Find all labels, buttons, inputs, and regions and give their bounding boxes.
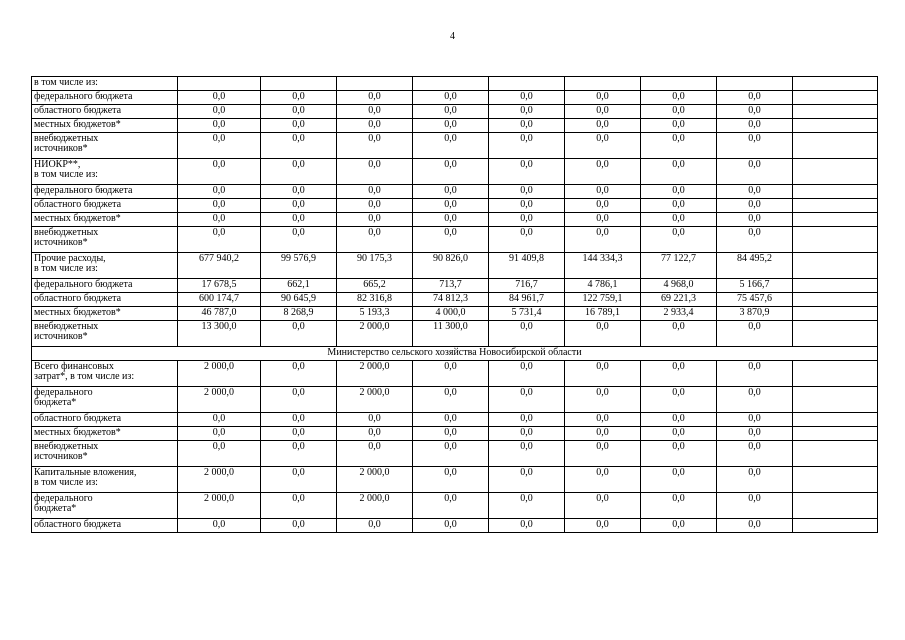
value-cell: 0,0 [178, 91, 261, 105]
value-cell: 0,0 [413, 185, 489, 199]
row-label: Прочие расходы, в том числе из: [32, 253, 178, 279]
table-row [32, 77, 878, 91]
table-row [32, 279, 878, 293]
table-row [32, 467, 878, 493]
value-cell [565, 77, 641, 91]
value-cell: 0,0 [413, 159, 489, 185]
value-cell: 0,0 [261, 119, 337, 133]
table-body [32, 77, 878, 533]
value-cell: 0,0 [489, 105, 565, 119]
value-cell: 77 122,7 [641, 253, 717, 279]
value-cell: 0,0 [641, 321, 717, 347]
value-cell: 0,0 [413, 427, 489, 441]
empty-cell [793, 413, 878, 427]
value-cell: 0,0 [261, 91, 337, 105]
value-cell [641, 77, 717, 91]
value-cell: 0,0 [413, 119, 489, 133]
value-cell: 11 300,0 [413, 321, 489, 347]
value-cell: 3 870,9 [717, 307, 793, 321]
value-cell: 0,0 [641, 227, 717, 253]
row-label: местных бюджетов* [32, 119, 178, 133]
value-cell: 0,0 [717, 185, 793, 199]
value-cell [178, 77, 261, 91]
value-cell: 0,0 [261, 213, 337, 227]
value-cell: 0,0 [337, 441, 413, 467]
value-cell: 91 409,8 [489, 253, 565, 279]
value-cell: 0,0 [337, 427, 413, 441]
value-cell: 0,0 [489, 467, 565, 493]
value-cell: 90 826,0 [413, 253, 489, 279]
row-label: областного бюджета [32, 293, 178, 307]
value-cell: 2 933,4 [641, 307, 717, 321]
value-cell: 0,0 [641, 467, 717, 493]
table-row [32, 159, 878, 185]
table-row [32, 387, 878, 413]
value-cell: 0,0 [489, 361, 565, 387]
value-cell: 2 000,0 [178, 361, 261, 387]
value-cell: 82 316,8 [337, 293, 413, 307]
value-cell: 0,0 [565, 321, 641, 347]
table-row [32, 199, 878, 213]
value-cell: 0,0 [413, 467, 489, 493]
value-cell: 0,0 [178, 159, 261, 185]
row-label: внебюджетных источников* [32, 321, 178, 347]
value-cell: 0,0 [717, 119, 793, 133]
value-cell: 0,0 [178, 105, 261, 119]
empty-cell [793, 253, 878, 279]
value-cell: 0,0 [641, 441, 717, 467]
value-cell: 0,0 [413, 361, 489, 387]
page-number: 4 [450, 31, 455, 42]
value-cell: 0,0 [641, 213, 717, 227]
value-cell: 0,0 [641, 493, 717, 519]
value-cell [717, 77, 793, 91]
value-cell: 0,0 [178, 199, 261, 213]
value-cell: 662,1 [261, 279, 337, 293]
value-cell: 17 678,5 [178, 279, 261, 293]
value-cell: 0,0 [717, 199, 793, 213]
value-cell: 16 789,1 [565, 307, 641, 321]
value-cell: 0,0 [565, 227, 641, 253]
value-cell: 0,0 [261, 227, 337, 253]
empty-cell [793, 427, 878, 441]
value-cell: 2 000,0 [178, 493, 261, 519]
table-row [32, 321, 878, 347]
value-cell: 5 193,3 [337, 307, 413, 321]
empty-cell [793, 133, 878, 159]
value-cell: 0,0 [717, 361, 793, 387]
value-cell: 0,0 [413, 213, 489, 227]
value-cell: 0,0 [337, 519, 413, 533]
value-cell: 2 000,0 [337, 467, 413, 493]
value-cell: 0,0 [489, 413, 565, 427]
table-row [32, 133, 878, 159]
value-cell: 0,0 [717, 493, 793, 519]
value-cell: 0,0 [489, 441, 565, 467]
empty-cell [793, 307, 878, 321]
value-cell: 0,0 [178, 185, 261, 199]
value-cell: 75 457,6 [717, 293, 793, 307]
table-row [32, 119, 878, 133]
row-label: местных бюджетов* [32, 213, 178, 227]
value-cell: 0,0 [641, 427, 717, 441]
empty-cell [793, 77, 878, 91]
row-label: федерального бюджета* [32, 493, 178, 519]
value-cell: 0,0 [717, 213, 793, 227]
value-cell: 90 175,3 [337, 253, 413, 279]
value-cell: 0,0 [337, 105, 413, 119]
value-cell: 4 968,0 [641, 279, 717, 293]
value-cell: 0,0 [413, 413, 489, 427]
value-cell: 0,0 [337, 199, 413, 213]
table-row [32, 307, 878, 321]
value-cell: 0,0 [489, 133, 565, 159]
value-cell: 46 787,0 [178, 307, 261, 321]
row-label: местных бюджетов* [32, 427, 178, 441]
value-cell: 713,7 [413, 279, 489, 293]
row-label: федерального бюджета [32, 279, 178, 293]
empty-cell [793, 493, 878, 519]
value-cell: 5 731,4 [489, 307, 565, 321]
value-cell: 0,0 [489, 519, 565, 533]
value-cell: 0,0 [489, 213, 565, 227]
value-cell: 0,0 [717, 227, 793, 253]
section-header-row [32, 347, 878, 361]
value-cell: 0,0 [641, 413, 717, 427]
value-cell: 0,0 [641, 387, 717, 413]
budget-table [31, 76, 878, 533]
value-cell: 0,0 [717, 321, 793, 347]
empty-cell [793, 91, 878, 105]
row-label: внебюджетных источников* [32, 133, 178, 159]
row-label: областного бюджета [32, 413, 178, 427]
value-cell: 2 000,0 [178, 387, 261, 413]
empty-cell [793, 321, 878, 347]
empty-cell [793, 213, 878, 227]
value-cell: 0,0 [489, 119, 565, 133]
value-cell: 0,0 [178, 441, 261, 467]
empty-cell [793, 519, 878, 533]
value-cell: 0,0 [337, 213, 413, 227]
value-cell: 0,0 [489, 199, 565, 213]
value-cell: 0,0 [413, 387, 489, 413]
value-cell: 2 000,0 [337, 321, 413, 347]
empty-cell [793, 119, 878, 133]
row-label: в том числе из: [32, 77, 178, 91]
value-cell: 0,0 [641, 361, 717, 387]
value-cell: 0,0 [565, 133, 641, 159]
value-cell: 0,0 [565, 441, 641, 467]
value-cell: 0,0 [565, 467, 641, 493]
table-row [32, 227, 878, 253]
value-cell: 0,0 [641, 199, 717, 213]
row-label: федерального бюджета* [32, 387, 178, 413]
empty-cell [793, 185, 878, 199]
value-cell: 0,0 [641, 185, 717, 199]
value-cell [489, 77, 565, 91]
value-cell: 665,2 [337, 279, 413, 293]
value-cell: 0,0 [565, 91, 641, 105]
value-cell: 0,0 [641, 119, 717, 133]
value-cell: 0,0 [489, 493, 565, 519]
value-cell: 5 166,7 [717, 279, 793, 293]
table-row [32, 213, 878, 227]
value-cell: 0,0 [717, 519, 793, 533]
value-cell: 4 786,1 [565, 279, 641, 293]
row-label: местных бюджетов* [32, 307, 178, 321]
value-cell: 0,0 [717, 91, 793, 105]
value-cell: 0,0 [489, 227, 565, 253]
empty-cell [793, 199, 878, 213]
value-cell: 0,0 [565, 185, 641, 199]
value-cell: 0,0 [565, 159, 641, 185]
value-cell: 0,0 [413, 519, 489, 533]
value-cell: 0,0 [337, 91, 413, 105]
value-cell: 0,0 [641, 519, 717, 533]
table-row [32, 441, 878, 467]
value-cell: 0,0 [717, 159, 793, 185]
value-cell [337, 77, 413, 91]
value-cell: 0,0 [261, 413, 337, 427]
value-cell: 0,0 [178, 519, 261, 533]
value-cell: 0,0 [178, 119, 261, 133]
value-cell: 0,0 [337, 185, 413, 199]
row-label: областного бюджета [32, 519, 178, 533]
row-label: областного бюджета [32, 199, 178, 213]
value-cell: 122 759,1 [565, 293, 641, 307]
empty-cell [793, 293, 878, 307]
value-cell: 0,0 [261, 427, 337, 441]
value-cell: 74 812,3 [413, 293, 489, 307]
value-cell: 0,0 [337, 133, 413, 159]
value-cell: 8 268,9 [261, 307, 337, 321]
empty-cell [793, 279, 878, 293]
value-cell: 0,0 [717, 133, 793, 159]
value-cell: 0,0 [565, 519, 641, 533]
table-row [32, 493, 878, 519]
value-cell: 0,0 [337, 413, 413, 427]
value-cell: 0,0 [489, 185, 565, 199]
value-cell: 0,0 [261, 199, 337, 213]
row-label: федерального бюджета [32, 185, 178, 199]
empty-cell [793, 159, 878, 185]
value-cell: 0,0 [413, 493, 489, 519]
value-cell: 677 940,2 [178, 253, 261, 279]
value-cell: 0,0 [641, 105, 717, 119]
table-row [32, 91, 878, 105]
row-label: внебюджетных источников* [32, 441, 178, 467]
value-cell: 0,0 [489, 427, 565, 441]
value-cell [413, 77, 489, 91]
value-cell: 0,0 [565, 119, 641, 133]
value-cell: 0,0 [489, 321, 565, 347]
value-cell: 0,0 [413, 227, 489, 253]
row-label: внебюджетных источников* [32, 227, 178, 253]
value-cell: 0,0 [178, 133, 261, 159]
value-cell: 0,0 [337, 227, 413, 253]
empty-cell [793, 105, 878, 119]
table-row [32, 361, 878, 387]
value-cell: 0,0 [413, 441, 489, 467]
value-cell: 2 000,0 [178, 467, 261, 493]
value-cell: 0,0 [261, 519, 337, 533]
value-cell: 0,0 [717, 427, 793, 441]
value-cell: 0,0 [261, 493, 337, 519]
value-cell: 0,0 [261, 387, 337, 413]
value-cell: 0,0 [261, 133, 337, 159]
value-cell: 0,0 [261, 467, 337, 493]
value-cell: 0,0 [261, 159, 337, 185]
value-cell: 0,0 [261, 441, 337, 467]
value-cell: 0,0 [641, 133, 717, 159]
value-cell: 0,0 [565, 105, 641, 119]
value-cell: 69 221,3 [641, 293, 717, 307]
value-cell: 0,0 [178, 427, 261, 441]
value-cell: 84 961,7 [489, 293, 565, 307]
table-row [32, 185, 878, 199]
table-row [32, 105, 878, 119]
section-title: Министерство сельского хозяйства Новосибирской области [32, 347, 878, 361]
value-cell: 0,0 [178, 227, 261, 253]
value-cell: 0,0 [337, 119, 413, 133]
value-cell: 0,0 [565, 427, 641, 441]
row-label: НИОКР**, в том числе из: [32, 159, 178, 185]
value-cell: 0,0 [565, 387, 641, 413]
value-cell: 0,0 [641, 91, 717, 105]
value-cell: 2 000,0 [337, 493, 413, 519]
empty-cell [793, 361, 878, 387]
table-row [32, 253, 878, 279]
value-cell: 600 174,7 [178, 293, 261, 307]
value-cell: 0,0 [717, 105, 793, 119]
empty-cell [793, 441, 878, 467]
value-cell: 0,0 [261, 105, 337, 119]
value-cell: 0,0 [565, 213, 641, 227]
value-cell: 99 576,9 [261, 253, 337, 279]
value-cell: 144 334,3 [565, 253, 641, 279]
value-cell: 0,0 [261, 185, 337, 199]
table-row [32, 293, 878, 307]
table-row [32, 427, 878, 441]
value-cell: 0,0 [641, 159, 717, 185]
row-label: Всего финансовых затрат*, в том числе из: [32, 361, 178, 387]
value-cell: 0,0 [565, 361, 641, 387]
value-cell: 0,0 [261, 361, 337, 387]
row-label: областного бюджета [32, 105, 178, 119]
value-cell: 0,0 [413, 133, 489, 159]
empty-cell [793, 467, 878, 493]
value-cell: 0,0 [565, 413, 641, 427]
value-cell: 0,0 [489, 387, 565, 413]
value-cell: 0,0 [489, 91, 565, 105]
value-cell: 0,0 [413, 199, 489, 213]
value-cell: 2 000,0 [337, 387, 413, 413]
value-cell: 0,0 [337, 159, 413, 185]
value-cell: 0,0 [717, 413, 793, 427]
table-row [32, 519, 878, 533]
value-cell: 0,0 [178, 213, 261, 227]
value-cell: 0,0 [413, 91, 489, 105]
value-cell: 716,7 [489, 279, 565, 293]
value-cell: 0,0 [717, 387, 793, 413]
value-cell [261, 77, 337, 91]
row-label: Капитальные вложения, в том числе из: [32, 467, 178, 493]
value-cell: 84 495,2 [717, 253, 793, 279]
value-cell: 13 300,0 [178, 321, 261, 347]
table-row [32, 413, 878, 427]
value-cell: 2 000,0 [337, 361, 413, 387]
value-cell: 90 645,9 [261, 293, 337, 307]
value-cell: 0,0 [178, 413, 261, 427]
value-cell: 0,0 [489, 159, 565, 185]
value-cell: 4 000,0 [413, 307, 489, 321]
value-cell: 0,0 [413, 105, 489, 119]
empty-cell [793, 227, 878, 253]
value-cell: 0,0 [565, 493, 641, 519]
value-cell: 0,0 [717, 441, 793, 467]
empty-cell [793, 387, 878, 413]
value-cell: 0,0 [261, 321, 337, 347]
value-cell: 0,0 [717, 467, 793, 493]
value-cell: 0,0 [565, 199, 641, 213]
row-label: федерального бюджета [32, 91, 178, 105]
